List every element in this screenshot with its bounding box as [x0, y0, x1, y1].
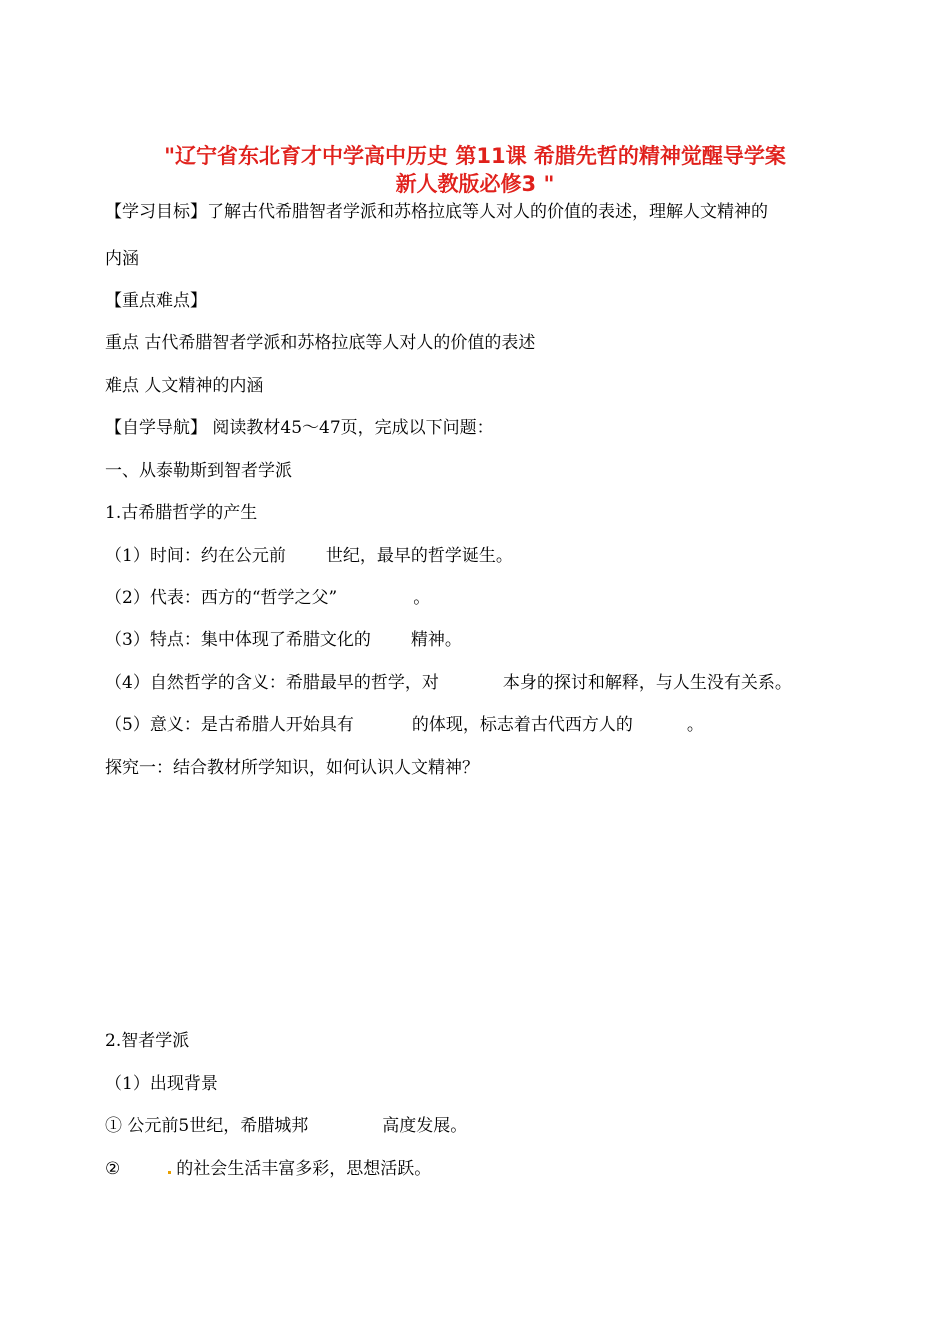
learning-objectives-line-1: 【学习目标】了解古代希腊智者学派和苏格拉底等人对人的价值的表述，理解人文精神的	[105, 202, 768, 222]
background-point-1-text-b: 高度发展。	[382, 1116, 468, 1136]
question-item-4	[105, 672, 792, 694]
question-item-1-text-b: 世纪，最早的哲学诞生。	[325, 546, 513, 566]
question-item-5-text-b: 的体现，标志着古代西方人的	[411, 715, 633, 735]
question-item-1-text-a: （1）时间：约在公元前	[105, 546, 286, 566]
key-points-heading: 【重点难点】	[105, 291, 207, 311]
question-item-5-text-c: 。	[686, 715, 704, 735]
background-point-2-text-b: 的社会生活丰富多彩，思想活跃。	[176, 1159, 432, 1179]
section-1-heading: 一、从泰勒斯到智者学派	[105, 461, 292, 481]
question-item-2-text-b: 。	[413, 588, 431, 608]
self-study-guide: 【自学导航】 阅读教材45～47页，完成以下问题：	[105, 418, 494, 438]
background-point-2	[105, 1158, 431, 1180]
question-item-3-text-a: （3）特点：集中体现了希腊文化的	[105, 630, 371, 650]
question-item-3	[105, 629, 462, 651]
inquiry-1: 探究一：结合教材所学知识，如何认识人文精神？	[105, 758, 479, 778]
background-point-1	[105, 1115, 467, 1137]
subsection-2-heading: 2.智者学派	[105, 1031, 190, 1051]
difficulty-line: 难点 人文精神的内涵	[105, 376, 264, 396]
cursor-mark	[168, 1171, 171, 1174]
key-focus-line: 重点 古代希腊智者学派和苏格拉底等人对人的价值的表述	[105, 333, 536, 353]
question-item-1	[105, 545, 513, 567]
background-heading: （1）出现背景	[105, 1074, 218, 1094]
background-point-2-text-a: ②	[105, 1159, 121, 1179]
question-item-5	[105, 714, 704, 736]
document-title-line-2: 新人教版必修3 "	[395, 172, 555, 196]
question-item-5-text-a: （5）意义：是古希腊人开始具有	[105, 715, 354, 735]
question-item-4-text-a: （4）自然哲学的含义：希腊最早的哲学，对	[105, 673, 439, 693]
question-item-2	[105, 587, 430, 609]
question-item-2-text-a: （2）代表：西方的“哲学之父”	[105, 588, 338, 608]
background-point-1-text-a: ① 公元前5世纪，希腊城邦	[105, 1116, 309, 1136]
document-title-line-1: "辽宁省东北育才中学高中历史 第11课 希腊先哲的精神觉醒导学案	[164, 144, 786, 168]
question-item-3-text-b: 精神。	[410, 630, 462, 650]
question-item-4-text-b: 本身的探讨和解释，与人生没有关系。	[502, 673, 792, 693]
subsection-1-heading: 1.古希腊哲学的产生	[105, 503, 258, 523]
learning-objectives-line-2: 内涵	[105, 249, 139, 269]
